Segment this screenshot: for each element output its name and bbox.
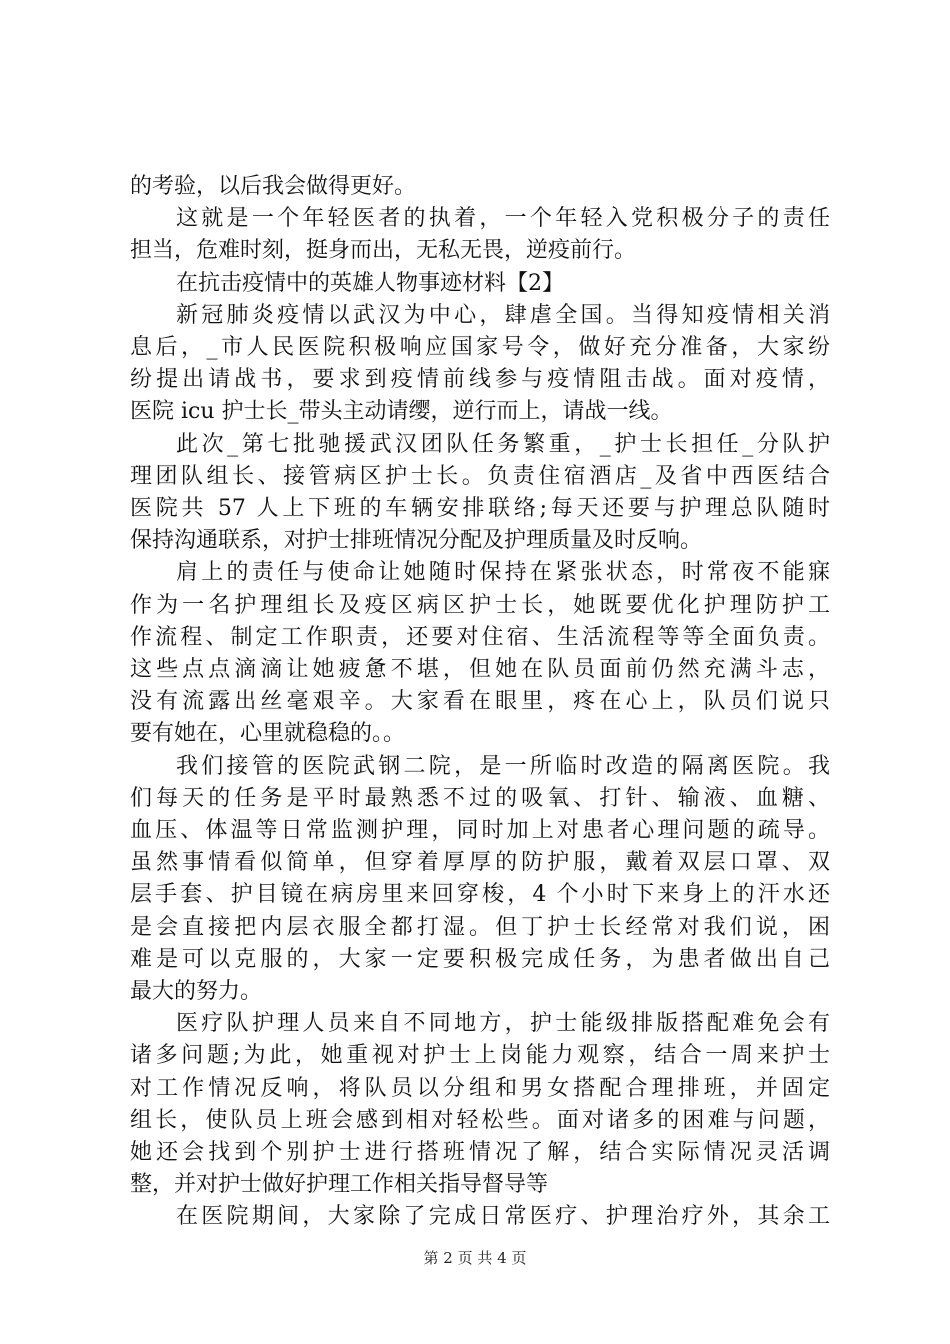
text-line: 担当，危难时刻，挺身而出，无私无畏，逆疫前行。 xyxy=(130,238,637,264)
text-line: 要有她在，心里就稳稳的。。 xyxy=(130,721,406,747)
text-line: 对工作情况反响，将队员以分组和男女搭配合理排班，并固定 xyxy=(130,1075,830,1101)
text-line: 层手套、护目镜在病房里来回穿梭，4 个小时下来身上的汗水还 xyxy=(130,882,830,908)
text-line: 没有流露出丝毫艰辛。大家看在眼里，疼在心上，队员们说只 xyxy=(130,689,830,715)
text-line: 血压、体温等日常监测护理，同时加上对患者心理问题的疏导。 xyxy=(130,818,830,843)
text-line: 作流程、制定工作职责，还要对住宿、生活流程等等全面负责。 xyxy=(130,624,830,650)
text-line: 整，并对护士做好护理工作相关指导督导等 xyxy=(130,1172,549,1198)
text-line: 医院 icu 护士长_带头主动请缨，逆行而上，请战一线。 xyxy=(130,399,673,425)
page-footer: 第 2 页 共 4 页 xyxy=(423,1249,527,1267)
text-line: 医疗队护理人员来自不同地方，护士能级排版搭配难免会有 xyxy=(176,1011,830,1037)
text-line: 肩上的责任与使命让她随时保持在紧张状态，时常夜不能寐 xyxy=(176,560,830,586)
text-line: 理团队组长、接管病区护士长。负责住宿酒店_及省中西医结合 xyxy=(130,463,830,489)
text-line: 医院共 57 人上下班的车辆安排联络;每天还要与护理总队随时 xyxy=(130,496,830,521)
text-line: 最大的努力。 xyxy=(130,979,263,1004)
text-line: 新冠肺炎疫情以武汉为中心，肆虐全国。当得知疫情相关消 xyxy=(176,302,830,328)
text-line: 纷提出请战书，要求到疫情前线参与疫情阻击战。面对疫情， xyxy=(130,367,830,393)
text-line: 们每天的任务是平时最熟悉不过的吸氧、打针、输液、血糖、 xyxy=(130,785,830,811)
text-line: 我们接管的医院武钢二院，是一所临时改造的隔离医院。我 xyxy=(176,753,830,779)
text-line: 虽然事情看似简单，但穿着厚厚的防护服，戴着双层口罩、双 xyxy=(130,850,830,876)
text-line: 此次_第七批驰援武汉团队任务繁重，_护士长担任_分队护 xyxy=(176,431,830,457)
text-line: 的考验，以后我会做得更好。 xyxy=(130,174,417,199)
text-line: 息后，_市人民医院积极响应国家号令，做好充分准备，大家纷 xyxy=(130,335,830,360)
text-line: 是会直接把内层衣服全都打湿。但丁护士长经常对我们说，困 xyxy=(130,914,830,940)
text-line: 这些点点滴滴让她疲惫不堪，但她在队员面前仍然充满斗志， xyxy=(130,657,830,682)
text-line: 在医院期间，大家除了完成日常医疗、护理治疗外，其余工 xyxy=(176,1204,830,1230)
text-line: 作为一名护理组长及疫区病区护士长，她既要优化护理防护工 xyxy=(130,592,830,618)
text-line: 难是可以克服的，大家一定要积极完成任务，为患者做出自己 xyxy=(130,946,830,972)
text-line: 在抗击疫情中的英雄人物事迹材料【2】 xyxy=(176,270,564,296)
text-line: 诸多问题;为此，她重视对护士上岗能力观察，结合一周来护士 xyxy=(130,1043,830,1069)
text-line: 这就是一个年轻医者的执着，一个年轻入党积极分子的责任 xyxy=(176,206,830,232)
text-line: 她还会找到个别护士进行搭班情况了解，结合实际情况灵活调 xyxy=(130,1140,830,1165)
text-line: 保持沟通联系，对护士排班情况分配及护理质量及时反响。 xyxy=(130,528,703,554)
text-line: 组长，使队员上班会感到相对轻松些。面对诸多的困难与问题， xyxy=(130,1107,830,1133)
